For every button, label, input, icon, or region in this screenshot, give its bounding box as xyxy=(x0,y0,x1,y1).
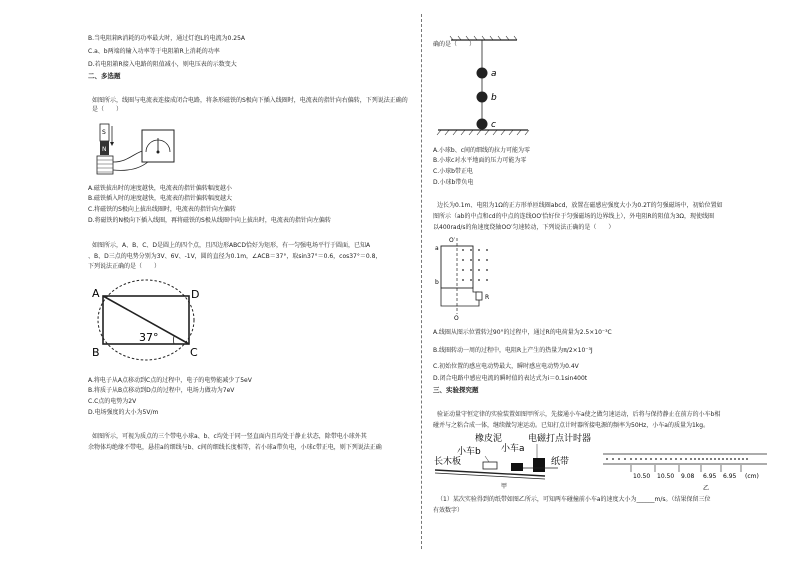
point-a-label: A xyxy=(92,287,100,300)
q1-stem: 如图所示，线圈与电流表连接成闭合电路，将条形磁铁的S极向下插入线圈时，电流表的指针向右偏转，下列说法正确的是（ ） xyxy=(92,97,408,113)
tape-seg-1: 10.50 xyxy=(633,473,651,480)
q2-option-b: B.将质子从B点移动到D点的过程中，电场力做功为7eV xyxy=(88,387,235,394)
svg-text:N: N xyxy=(102,146,107,153)
q5-sub1-line2: 有效数字） xyxy=(433,507,464,514)
q1-option-a: A.磁铁拔出时的速度越快，电流表的指针偏转幅度越小 xyxy=(88,185,232,192)
tape-seg-3: 9.08 xyxy=(681,473,695,480)
paper-tape-figure xyxy=(601,438,771,492)
q3-stem-line2: 余物体均绝缘不带电，悬挂a的细线与b、c间的细线长度相等，若小球a带负电，小球c带正电，则下列说法正确 xyxy=(88,444,382,451)
point-b-label: B xyxy=(92,346,100,359)
board-label: 长木板 xyxy=(434,457,462,467)
ball-a-label: a xyxy=(491,69,497,79)
q4-option-c: C.初始位置的感应电动势最大，瞬时感应电动势为0.4V xyxy=(433,363,579,370)
q3-stem-cont: 确的是（ ） xyxy=(433,41,476,48)
timer-label: 电磁打点计时器 xyxy=(528,434,592,444)
cart-b-label: 小车b xyxy=(457,447,481,457)
column-divider xyxy=(421,14,422,549)
q1-option-c: C.将磁铁的S极向上拔出线圈时，电流表的指针向左偏转 xyxy=(88,206,236,213)
q2-stem-line2: 、B、D三点的电势分别为3V、6V、-1V，圆的直径为0.1m，∠ACB＝37°，取sin37°＝0.6，cos37°＝0.8， xyxy=(88,253,382,260)
q4-option-a: A.线圈从图示位置转过90°的过程中，通过R的电荷量为2.5×10⁻³C xyxy=(433,329,612,336)
hanging-balls-figure xyxy=(433,34,533,140)
q2-option-c: C.C点的电势为2V xyxy=(88,398,137,405)
q1-option-b: B.磁铁插入时的速度越快，电流表的指针偏转幅度越大 xyxy=(88,195,233,202)
q4-stem-line3: 以400rad/s的角速度绕轴OO′匀速转动，下列说法正确的是（ ） xyxy=(433,224,615,231)
corner-b-label: b xyxy=(435,279,439,286)
ball-c-label: c xyxy=(491,120,496,130)
coil-magnetic-field-figure xyxy=(433,232,507,322)
q4-option-d: D.闭合电路中感应电流的瞬时值的表达式为i＝0.1sin400t xyxy=(433,375,588,382)
svg-text:S: S xyxy=(102,129,106,136)
coil-galvanometer-figure xyxy=(94,122,178,176)
prev-option-c: C.a、b两端的输入功率等于电阻箱R上消耗的功率 xyxy=(88,48,220,55)
tape-unit: (cm) xyxy=(745,473,759,480)
fig-yi-caption: 乙 xyxy=(703,485,710,492)
q4-stem-line2: 图所示（ab的中点和cd的中点的连线OO′恰好位于匀强磁场的边界线上），外电阻R的阻值为3Ω，现使线圈 xyxy=(433,213,714,220)
q5-stem-line2: 碰并与之粘合成一体，继续做匀速运动。已知打点计时器所接电源的频率为50Hz，小车a的质量为1kg。 xyxy=(433,422,710,429)
ball-b-label: b xyxy=(491,93,497,103)
q2-stem-line1: 如图所示，A、B、C、D是圆上的四个点，且四边形ABCD恰好为矩形，有一匀强电场平行于圆面，已知A xyxy=(92,242,371,249)
q3-option-b: B.小球c对水平地面的压力可能为零 xyxy=(433,157,527,164)
tape-seg-4: 6.95 xyxy=(703,473,717,480)
fig-jia-caption: 甲 xyxy=(501,483,508,490)
cart-apparatus-figure xyxy=(433,432,592,490)
axis-o-label: O xyxy=(454,315,459,322)
q2-option-a: A.将电子从A点移动到C点的过程中，电子的电势能减少了5eV xyxy=(88,377,252,384)
rubber-label: 橡皮泥 xyxy=(475,434,503,444)
q3-option-c: C.小球b带正电 xyxy=(433,168,473,175)
q4-option-b: B.线圈转动一周的过程中，电阻R上产生的热量为π/2×10⁻³J xyxy=(433,347,593,354)
q3-option-a: A.小球b、c间的细线的拉力可能为零 xyxy=(433,147,531,154)
prev-option-b: B.当电阻箱R消耗的功率最大时，通过灯泡L的电流为0.25A xyxy=(88,35,245,42)
tape-label: 纸带 xyxy=(551,457,570,467)
corner-a-label: a xyxy=(435,245,439,252)
cart-a-label: 小车a xyxy=(501,444,525,454)
q3-stem-line1: 如图所示，可视为质点的三个带电小球a、b、c均处于同一竖直面内且均处于静止状态，除带电小球外其 xyxy=(92,433,367,440)
tape-seg-2: 10.50 xyxy=(657,473,675,480)
q1-option-d: D.将磁铁的N极向下插入线圈，再将磁铁的S极从线圈中向上拔出时，电流表的指针向左偏转 xyxy=(88,217,331,224)
prev-option-d: D.若电阻箱R接入电路的阻值减小，则电压表的示数变大 xyxy=(88,61,237,68)
axis-o-prime-label: O′ xyxy=(449,237,456,244)
q5-stem-line1: 验证动量守恒定律的实验装置如图甲所示，先接通小车a使之做匀速运动，后将与保持静止在前方的小车b相 xyxy=(437,411,721,418)
circle-rectangle-figure xyxy=(90,276,202,364)
q2-stem-line3: 下列说法正确的是（ ） xyxy=(88,263,161,270)
section-title-multi: 二、多选题 xyxy=(88,72,121,80)
q5-sub1-line1: （1）某次实验得到的纸带如图乙所示，可知两车碰撞前小车a的速度大小为______m/s。（结果保留三位 xyxy=(437,496,711,503)
q4-stem-line1: 边长为0.1m、电阻为1Ω的正方形单匝线圈abcd，放置在磁感应强度大小为0.2T的匀强磁场中，初始位置如 xyxy=(437,202,723,209)
point-d-label: D xyxy=(191,288,200,301)
point-c-label: C xyxy=(190,346,198,359)
q2-option-d: D.电场强度的大小为5V/m xyxy=(88,409,159,416)
section-title-experiment: 三、实验探究题 xyxy=(433,386,479,394)
q3-option-d: D.小球b带负电 xyxy=(433,179,474,186)
resistor-label: R xyxy=(485,294,490,301)
tape-seg-5: 6.95 xyxy=(723,473,737,480)
angle-label: 37° xyxy=(139,331,159,344)
